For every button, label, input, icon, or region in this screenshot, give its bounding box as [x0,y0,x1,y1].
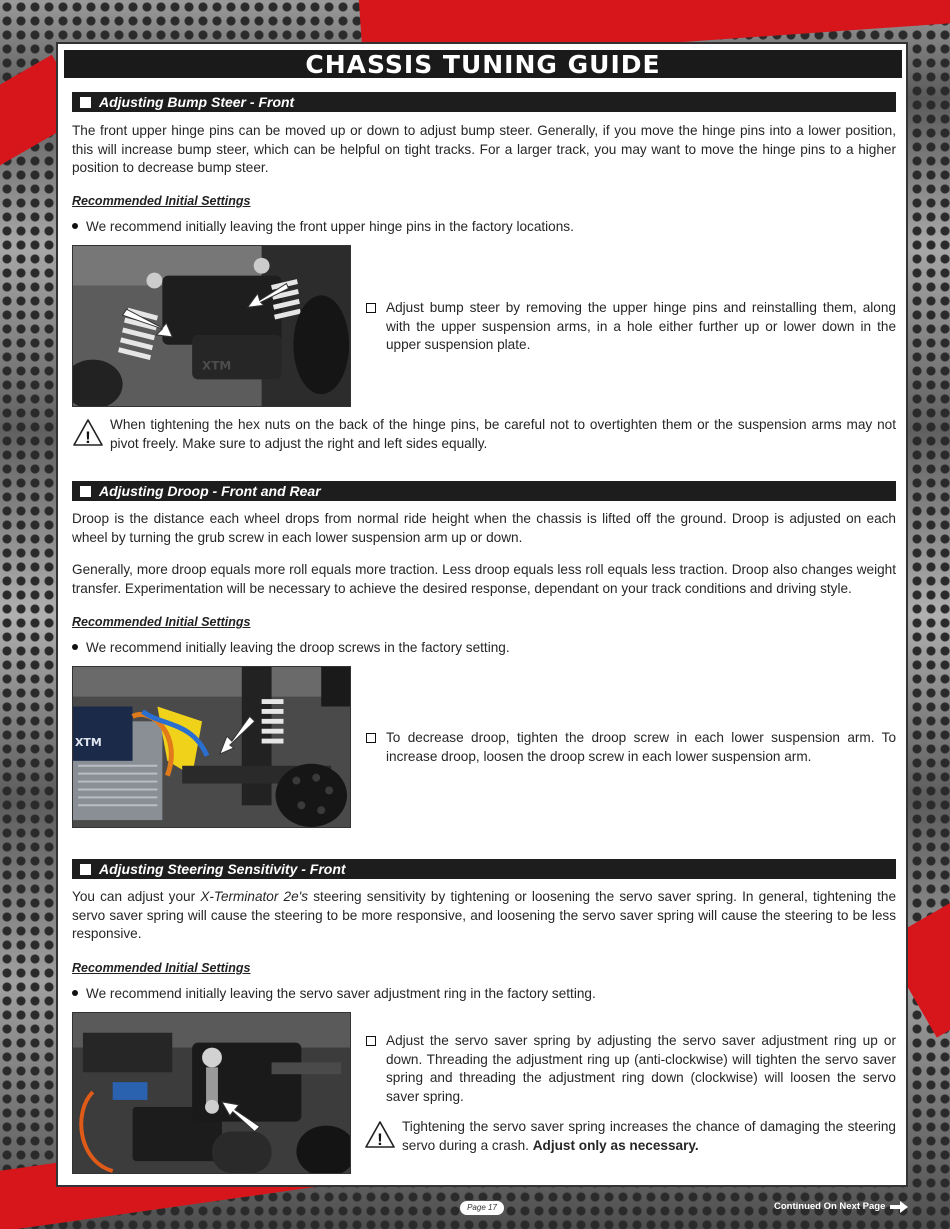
warning-note [364,1118,896,1155]
warning-triangle-icon [72,418,104,448]
section-paragraph: Droop is the distance each wheel drops from normal ride height when the chassis is lifted off the ground. Droop is adjusted on each wheel by turning the grub screw in each lower suspension arm up or down. [72,511,896,545]
warning-text: When tightening the hex nuts on the back of the hinge pins, be careful not to overtighten them or the suspension arms may not pivot freely. Make sure to adjust the right and left sides equally. [110,417,896,451]
bullet-text: We recommend initially leaving the droop screws in the factory setting. [86,640,510,655]
section-heading-steering-sensitivity [72,859,896,879]
recommendation-bullet [72,639,896,657]
section-paragraph: The front upper hinge pins can be moved up or down to adjust bump steer. Generally, if you move the hinge pins into a lower position, this will increase bump steer, which can be helpful on tight tracks. For a larger track, you may want to move the hinge pins to a higher position to decrease bump steer. [72,123,896,176]
svg-text:!: ! [377,1130,383,1149]
manual-page [56,42,908,1187]
instruction-item [366,1032,896,1106]
warning-note [72,416,896,453]
page-number: Page 17 [459,1200,505,1216]
instruction-item [366,299,896,355]
servo-saver-photo [72,1012,351,1174]
recommended-settings-heading: Recommended Initial Settings [72,615,251,629]
paragraph-text: steering sensitivity by tightening or loosening the servo saver spring. In general, tightening the servo saver spring will cause the steering to be more responsive, and loosening the servo saver spring will cause the steering to be less responsive. [72,889,897,942]
recommended-settings-heading: Recommended Initial Settings [72,961,251,975]
warning-emphasis: Adjust only as necessary. [532,1137,699,1153]
section-heading-droop [72,481,896,501]
svg-text:!: ! [85,428,91,447]
warning-text [364,1118,896,1155]
square-bullet-icon [80,486,91,497]
instruction-text: Adjust bump steer by removing the upper hinge pins and reinstalling them, along with the upper suspension arms, in a hole either further up or lower down in the upper suspension plate. [386,300,896,353]
section-paragraph [72,888,896,944]
section-heading-text: Adjusting Steering Sensitivity - Front [99,861,346,877]
bullet-dot-icon [72,644,78,650]
photo-logo: XTM [202,358,232,373]
section-heading-text: Adjusting Bump Steer - Front [99,94,295,110]
checkbox-icon [366,1036,376,1046]
bullet-dot-icon [72,223,78,229]
section-paragraph: Generally, more droop equals more roll equals more traction. Less droop equals less roll equals less traction. Droop also changes weight transfer. Experimentation will be necessary to achieve the desired response, dependant on your track conditions and driving style. [72,562,896,596]
recommended-settings-heading: Recommended Initial Settings [72,194,251,208]
warning-triangle-icon [364,1120,396,1150]
instruction-item [366,729,896,766]
bullet-dot-icon [72,990,78,996]
recommendation-bullet [72,985,896,1003]
instruction-text: To decrease droop, tighten the droop screw in each lower suspension arm. To increase droop, loosen the droop screw in each lower suspension arm. [386,730,896,764]
checkbox-icon [366,303,376,313]
continued-label: Continued On Next Page [774,1201,886,1212]
square-bullet-icon [80,864,91,875]
square-bullet-icon [80,97,91,108]
bullet-text: We recommend initially leaving the front upper hinge pins in the factory locations. [86,219,574,234]
instruction-text: Adjust the servo saver spring by adjusting the servo saver adjustment ring up or down. Threading the adjustment ring up (anti-clockwise) will tighten the servo saver spring and threading the adjustment ring down (clockwise) will loosen the servo saver spring. [386,1033,896,1104]
warning-body: Tightening the servo saver spring increases the chance of damaging the steering servo during a crash. [402,1119,896,1153]
bump-steer-photo [72,245,351,407]
arrow-right-icon [889,1200,909,1214]
recommendation-bullet [72,218,896,236]
photo-logo: XTM [74,736,102,750]
paragraph-text: You can adjust your [72,889,201,904]
checkbox-icon [366,733,376,743]
section-heading-text: Adjusting Droop - Front and Rear [99,483,321,499]
model-name: X-Terminator 2e's [200,889,309,904]
bullet-text: We recommend initially leaving the servo saver adjustment ring in the factory setting. [86,986,596,1001]
page-title: CHASSIS TUNING GUIDE [64,50,902,78]
section-heading-bump-steer [72,92,896,112]
droop-photo [72,666,351,828]
